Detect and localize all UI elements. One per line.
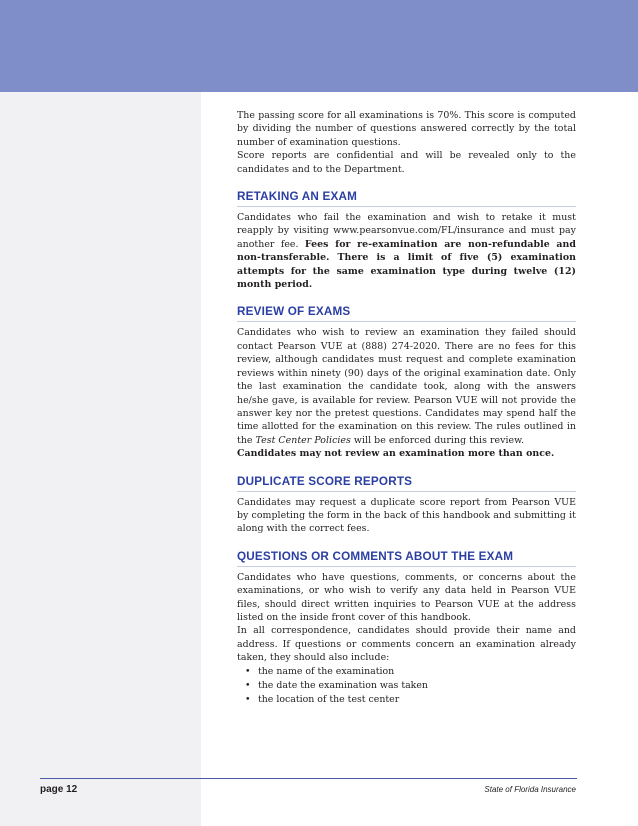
review-paragraph (237, 326, 576, 447)
section-divider (237, 206, 576, 207)
header-band (0, 0, 638, 92)
bullet-icon: • (245, 665, 251, 677)
side-panel (0, 92, 201, 826)
review-section (237, 305, 576, 460)
review-text: Candidates who wish to review an examination they failed should contact Pearson VUE at (888) 274-2020. There are no fees for this review, although candidates must request and complete examination reviews within ninety (90) days of the original examination date. Only the last examination the candidate took, along with the answers he/she gave, is available for review. Pearson VUE will not provide the answer key nor the pretest questions. Candidates may spend half the time allotted for the examination on this review. The rules outlined in the (237, 327, 576, 446)
duplicate-section (237, 475, 576, 536)
list-item-text: the date the examination was taken (258, 679, 428, 691)
review-text-end: will be enforced during this review. (350, 434, 525, 446)
footer-publisher: State of Florida Insurance (484, 785, 576, 794)
retaking-paragraph (237, 211, 576, 291)
correspondence-paragraph: In all correspondence, candidates should provide their name and address. If questions or comments concern an examination already taken, they should also include: (237, 625, 576, 664)
retaking-text: Candidates who fail the examination and wish to retake it must reapply by visiting www.pearsonvue.com/FL/insurance and must pay another fee. (237, 212, 576, 250)
review-heading: REVIEW OF EXAMS (237, 305, 351, 319)
review-limit-text: Candidates may not review an examination more than once. (237, 448, 555, 460)
list-item-text: the location of the test center (258, 693, 400, 705)
list-item (245, 679, 576, 693)
page-number: page 12 (40, 784, 78, 795)
list-item-text: the name of the examination (258, 665, 395, 677)
retaking-section (237, 190, 576, 291)
retaking-fee-note: Fees for re-examination are non-refundable and non-transferable. There is a limit of five (5) examination attempts for the same examination type during twelve (12) month period. (237, 238, 576, 291)
section-divider (237, 566, 576, 567)
duplicate-paragraph: Candidates may request a duplicate score report from Pearson VUE by completing the form in the back of this handbook and submitting it along with the correct fees. (237, 496, 576, 535)
page-content (237, 109, 576, 707)
questions-section (237, 550, 576, 707)
bullet-icon: • (245, 693, 251, 705)
section-divider (237, 491, 576, 492)
confidential-paragraph: Score reports are confidential and will be revealed only to the candidates and to the Department. (237, 150, 576, 175)
review-limit-note (237, 447, 576, 460)
list-item (245, 693, 576, 707)
duplicate-heading: DUPLICATE SCORE REPORTS (237, 474, 413, 488)
passing-score-paragraph: The passing score for all examinations is 70%. This score is computed by dividing the number of questions answered correctly by the total number of examination questions. (237, 110, 576, 148)
test-center-policies-ref: Test Center Policies (255, 434, 351, 446)
bullet-icon: • (245, 679, 251, 691)
footer-rule (40, 778, 577, 779)
section-divider (237, 321, 576, 322)
list-item (245, 665, 576, 679)
questions-paragraph: Candidates who have questions, comments, or concerns about the examinations, or who wish to verify any data held in Pearson VUE files, should direct written inquiries to Pearson VUE at the address listed on the inside front cover of this handbook. (237, 571, 576, 623)
retaking-heading: RETAKING AN EXAM (237, 190, 358, 204)
include-list (237, 665, 576, 707)
questions-heading: QUESTIONS OR COMMENTS ABOUT THE EXAM (237, 549, 514, 563)
